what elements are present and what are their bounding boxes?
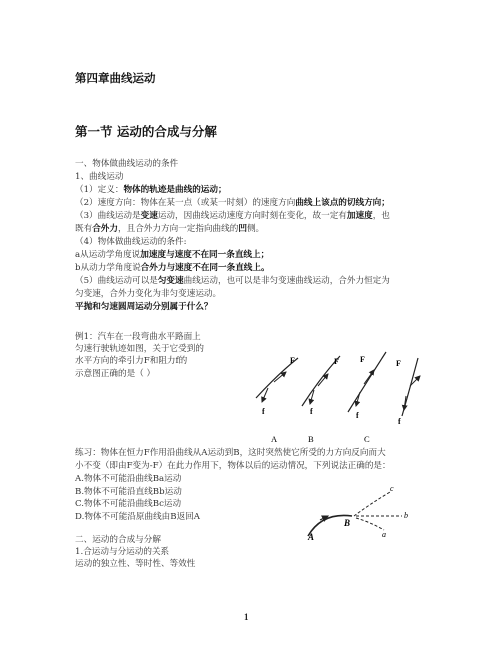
label-b: b <box>404 511 408 520</box>
condition-b-prefix: b从动力学角度说 <box>75 263 141 273</box>
variable-motion-line <box>75 210 390 222</box>
label-f2: f <box>310 407 313 416</box>
definition-line <box>75 184 227 196</box>
label-f3: f <box>356 411 359 420</box>
curve-3 <box>348 352 386 412</box>
example1-line1: 例1：汽车在一段弯曲水平路面上 <box>75 332 201 342</box>
variable-bold-speed: 变速 <box>140 211 158 221</box>
exercise-option-c: C.物体不可能沿曲线Bc运动 <box>75 499 182 509</box>
option-label-B: B <box>308 434 314 444</box>
definition-bold: 物体的轨迹是曲线的运动； <box>123 185 227 195</box>
label-F3: F <box>360 355 365 364</box>
example1-line3: 水平方向的牵引力F和阻力f的 <box>75 356 188 366</box>
exercise-option-a: A.物体不可能沿曲线Ba运动 <box>75 474 182 484</box>
exercise-line1: 练习：物体在恒力F作用沿曲线从A运动到B，这时突然使它所受的力方向反向而大 <box>75 448 386 458</box>
condition-b-bold: 合外力与速度不在同一条直线上。 <box>140 263 270 273</box>
condition-a-bold: 加速度与速度不在同一条直线上； <box>140 250 270 260</box>
example1-line2: 匀速行驶轨迹如图，关于它受到的 <box>75 344 204 354</box>
example1-figure <box>240 330 430 445</box>
uniform-text-a: （5）曲线运动可以是 <box>75 276 158 286</box>
chapter-title: 第四章曲线运动 <box>75 71 156 85</box>
condition-b-line <box>75 262 270 274</box>
uniform-variable-line2: 匀变速，合外力变化为非匀变速运动。 <box>75 289 222 299</box>
force-arrow-3 <box>364 370 374 384</box>
path-a <box>356 518 384 530</box>
part2-sub1: 1.合运动与分运动的关系 <box>75 547 170 557</box>
question-line: 平抛和匀速圆周运动分别属于什么？ <box>75 302 213 312</box>
example1-line4: 示意图正确的是（ ） <box>75 369 156 379</box>
option-label-C: C <box>364 434 370 444</box>
variable2-bold-force: 合外力 <box>92 224 118 234</box>
label-A: A <box>308 532 315 542</box>
variable2-bold-concave: 凹 <box>238 224 247 234</box>
velocity-line <box>75 197 390 209</box>
variable2-text-c: 侧。 <box>246 224 265 234</box>
label-f4: f <box>398 417 401 426</box>
section-title: 第一节 运动的合成与分解 <box>75 124 217 139</box>
velocity-prefix: （2）速度方向：物体在某一点（或某一时刻）的速度方向 <box>75 198 296 208</box>
variable2-text-b: ，且合外力方向一定指向曲线的 <box>118 224 239 234</box>
condition-a-prefix: a从运动学角度说 <box>75 250 141 260</box>
label-a: a <box>382 530 386 539</box>
variable-text-c: ，也 <box>372 211 390 221</box>
part1-sub1: 1、曲线运动 <box>75 172 124 182</box>
uniform-bold: 匀变速 <box>157 276 184 286</box>
label-F2: F <box>334 357 339 366</box>
exercise-option-b: B.物体不可能沿直线Bb运动 <box>75 487 182 497</box>
option-label-A: A <box>271 434 278 444</box>
exercise-figure <box>300 480 420 540</box>
variable-text-a: （3）曲线运动是 <box>75 211 141 221</box>
label-c: c <box>390 484 394 493</box>
part2-heading: 二、运动的合成与分解 <box>75 535 161 545</box>
uniform-variable-line <box>75 275 390 287</box>
label-f1: f <box>262 407 265 416</box>
definition-prefix: （1）定义： <box>75 185 124 195</box>
exercise-option-d: D.物体不可能沿原曲线由B返回A <box>75 512 200 522</box>
variable-bold-accel: 加速度 <box>346 211 373 221</box>
uniform-text-b: 曲线运动，也可以是非匀变速曲线运动，合外力恒定为 <box>183 276 390 286</box>
velocity-bold: 曲线上该点的切线方向； <box>295 198 390 208</box>
label-F4: F <box>396 359 401 368</box>
condition-heading: （4）物体做曲线运动的条件: <box>75 237 187 247</box>
path-c <box>354 492 390 516</box>
part1-heading: 一、物体做曲线运动的条件 <box>75 159 179 169</box>
variable-text-b: 运动，因曲线运动速度方向时刻在变化，故一定有 <box>157 211 347 221</box>
page-number: 1 <box>244 612 249 622</box>
label-B: B <box>344 518 351 528</box>
part2-sub2: 运动的独立性、等时性、等效性 <box>75 559 196 569</box>
variable-motion-line2 <box>75 223 264 235</box>
condition-a-line <box>75 249 269 261</box>
exercise-line2: 小不变（即由F变为-F）在此力作用下，物体以后的运动情况，下列说法正确的是： <box>75 461 391 471</box>
variable2-text-a: 既有 <box>75 224 93 234</box>
label-F1: F <box>290 356 295 365</box>
